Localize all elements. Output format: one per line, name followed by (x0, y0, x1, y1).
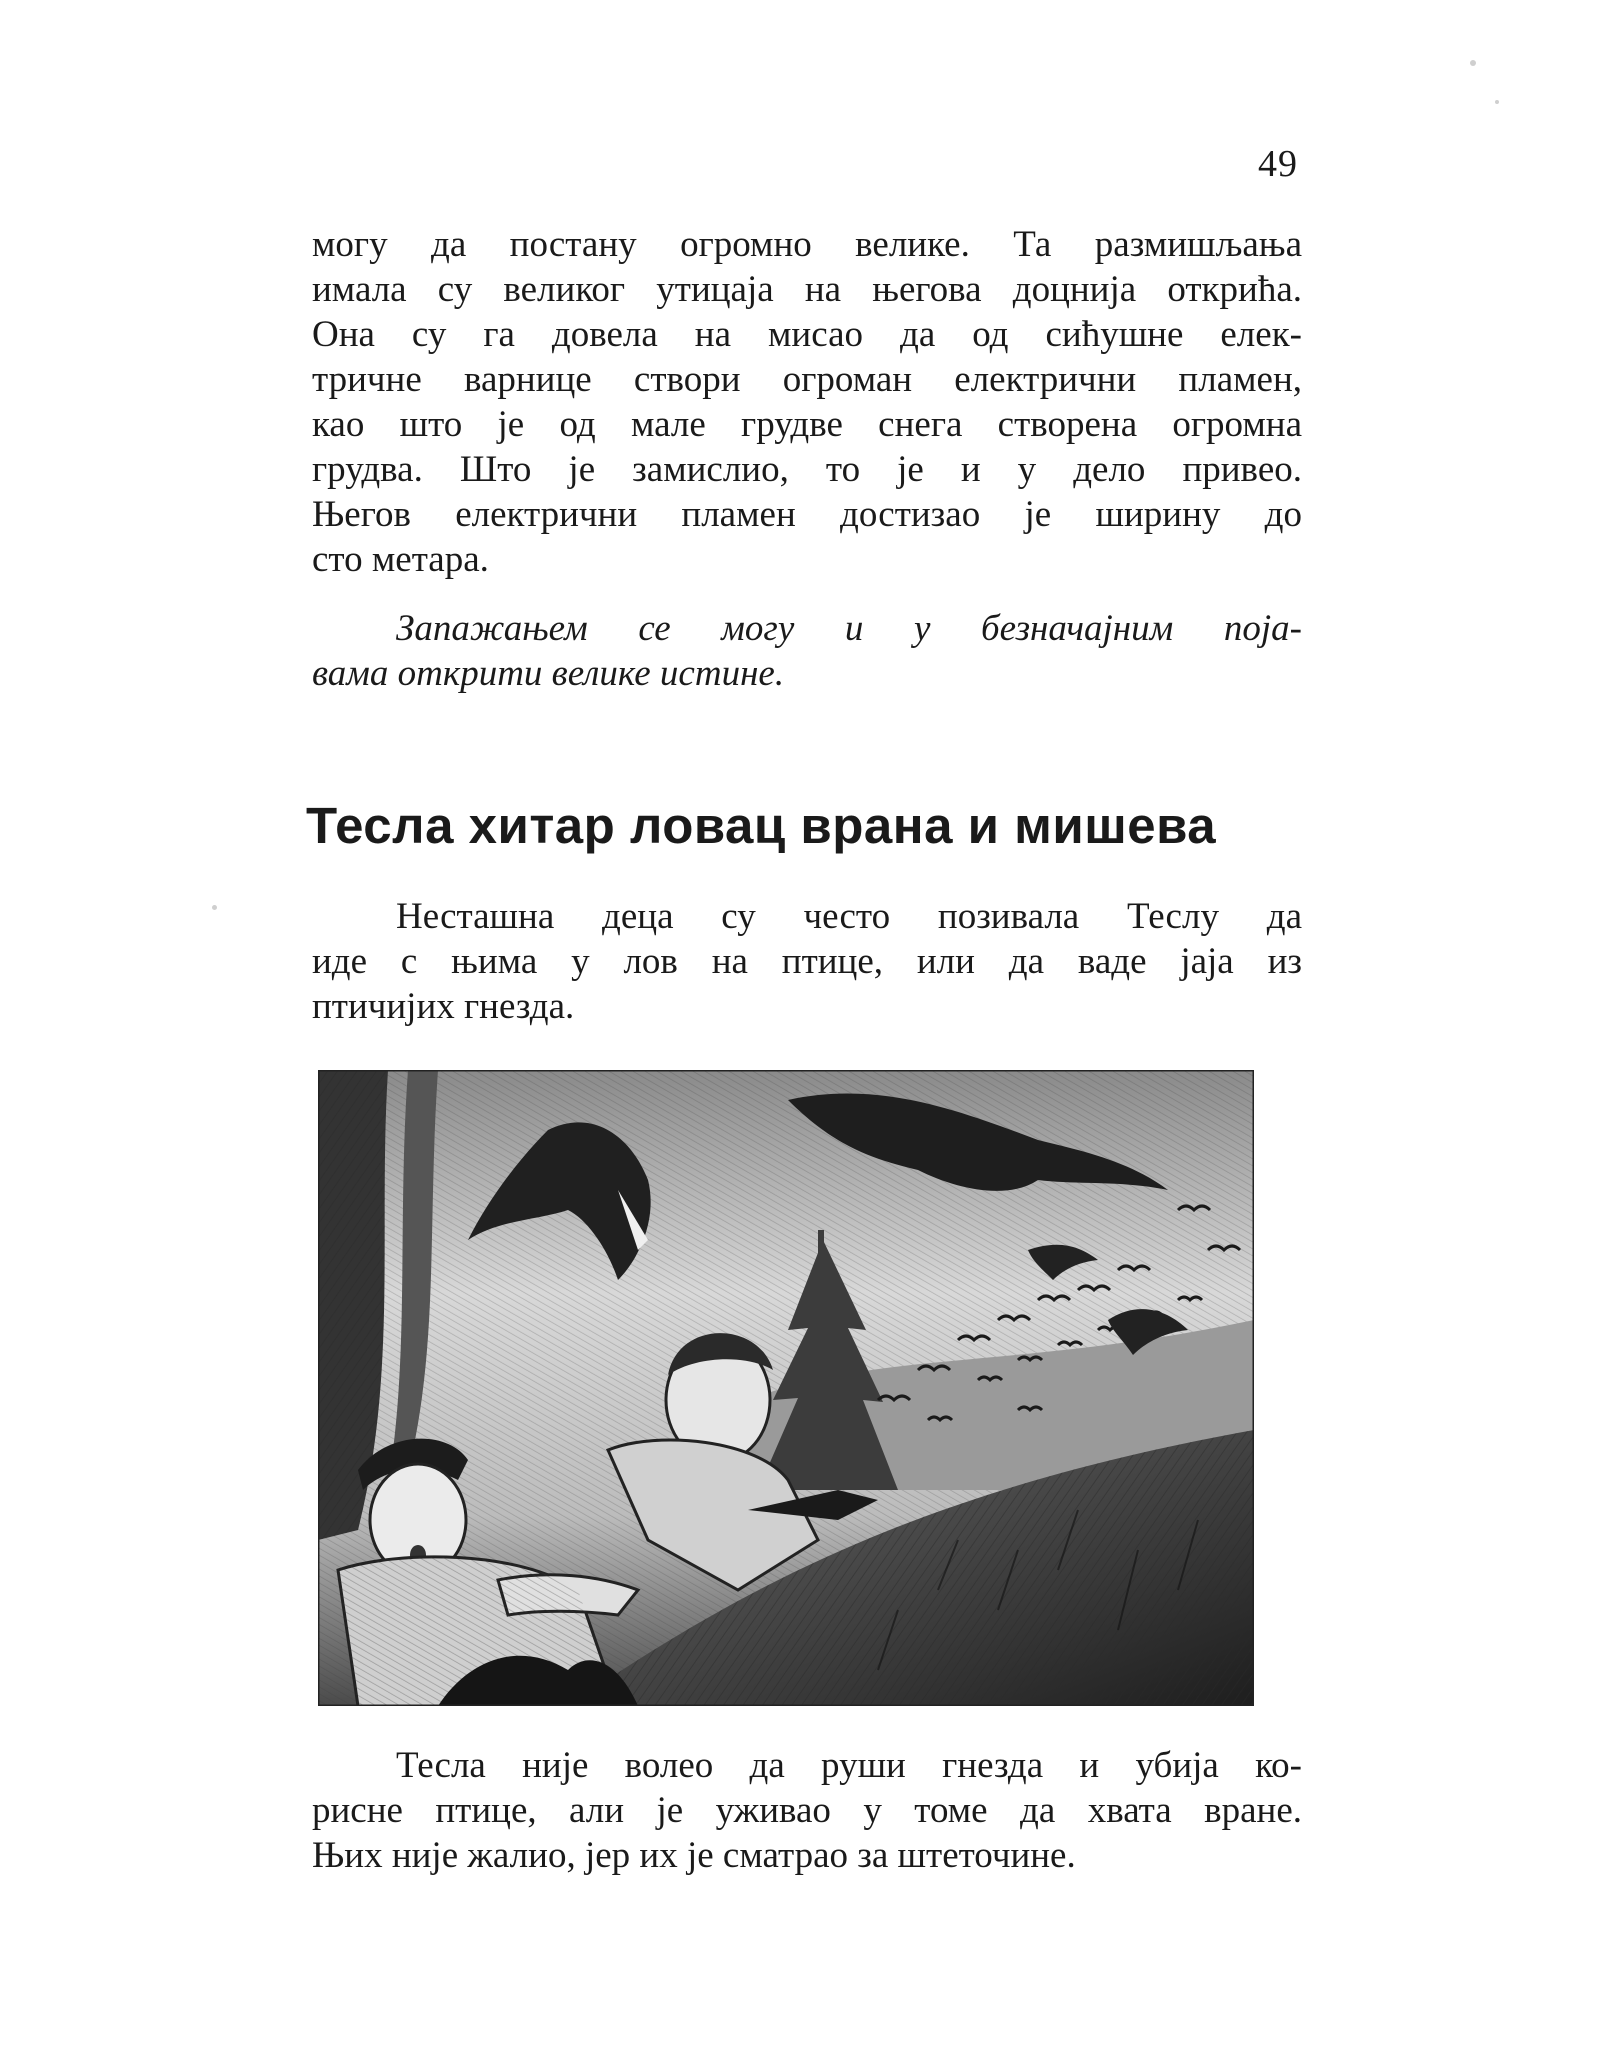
paragraph-children-invite (312, 894, 1302, 1029)
text-line: Његов електрични пламен достизао је ширину до (312, 494, 1302, 535)
text-line: Несташна деца су често позивала Теслу да (396, 896, 1302, 937)
text-line: имала су великог утицаја на његова доцнија открића. (312, 269, 1302, 310)
page-number: 49 (1258, 143, 1298, 185)
text-line: Њих није жалио, јер их је сматрао за штеточине. (312, 1835, 1076, 1876)
text-line: иде с њима у лов на птице, или да ваде јаја из (312, 941, 1302, 982)
text-line: птичијих гнезда. (312, 986, 575, 1027)
scan-speck (212, 905, 217, 910)
text-line: могу да постану огромно велике. Та размишљања (312, 224, 1302, 265)
text-line: Она су га довела на мисао да од сићушне елек- (312, 314, 1302, 355)
text-line: Запажањем се могу и у безначајним поја- (396, 608, 1302, 649)
moral-italic-paragraph (312, 606, 1302, 696)
text-line: Тесла није волео да руши гнезда и убија ко- (396, 1745, 1302, 1786)
text-line: вама открити велике истине. (312, 653, 785, 694)
text-line: тричне варнице створи огроман електрични пламен, (312, 359, 1302, 400)
paragraph-snowball-thoughts (312, 222, 1302, 582)
scan-speck (1470, 60, 1476, 66)
paragraph-crows (312, 1743, 1302, 1878)
scan-speck (1495, 100, 1499, 104)
text-line: као што је од мале грудве снега створена огромна (312, 404, 1302, 445)
illustration-boys-hunting-crows (318, 1070, 1254, 1706)
text-line: сто метара. (312, 539, 489, 580)
text-line: грудва. Што је замислио, то је и у дело привео. (312, 449, 1302, 490)
section-heading: Тесла хитар ловац врана и мишева (306, 797, 1217, 854)
text-line: рисне птице, али је уживао у томе да хвата вране. (312, 1790, 1302, 1831)
